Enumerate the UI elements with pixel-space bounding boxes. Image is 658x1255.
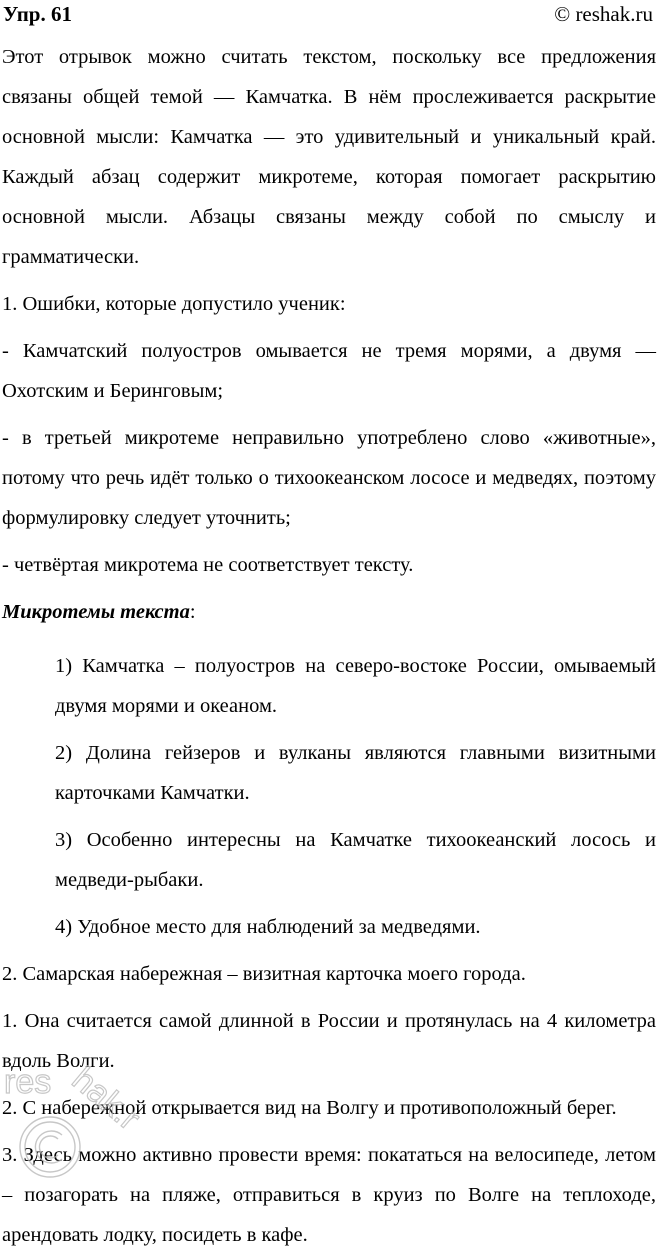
errors-heading: 1. Ошибки, которые допустило ученик: xyxy=(2,293,346,315)
section2-item: 1. Она считается самой длинной в России и протянулась на 4 километра вдоль Волги. xyxy=(2,1010,656,1072)
copyright-label: © reshak.ru xyxy=(554,2,653,26)
svg-text:hak.r: hak.r xyxy=(64,1065,148,1138)
section2-item: 3. Здесь можно активно провести время: покататься на велосипеде, летом – позагорать на пляже, отправиться в круиз по Волге на теплоходе, арендовать лодку, посидеть в кафе. xyxy=(2,1144,656,1246)
section2-heading: 2. Самарская набережная – визитная карточка моего города. xyxy=(2,963,526,985)
microthemes-heading-line xyxy=(2,592,656,632)
microtheme-item: 1) Камчатка – полуостров на северо-востоке России, омываемый двумя морями и океаном. xyxy=(55,655,656,717)
svg-text:res: res xyxy=(4,1065,52,1101)
answer-content xyxy=(2,37,656,1255)
microtheme-item: 2) Долина гейзеров и вулканы являются главными визитными карточками Камчатки. xyxy=(55,742,656,804)
error-item: - Камчатский полуостров омывается не тремя морями, а двумя — Охотским и Беринговым; xyxy=(2,340,656,402)
microthemes-heading-colon: : xyxy=(189,601,196,623)
error-item: - в третьей микротеме неправильно употреблено слово «животные», потому что речь идёт только о тихоокеанском лососе и медведях, поэтому формулировку следует уточнить; xyxy=(2,427,656,529)
microtheme-item: 4) Удобное место для наблюдений за медведями. xyxy=(55,916,481,938)
page-header xyxy=(0,0,658,34)
microtheme-item: 3) Особенно интересны на Камчатке тихоокеанский лосось и медведи-рыбаки. xyxy=(55,829,656,891)
error-item: - четвёртая микротема не соответствует тексту. xyxy=(2,554,414,576)
section2-item: 2. С набережной открывается вид на Волгу и противоположный берег. xyxy=(2,1097,617,1119)
exercise-title: Упр. 61 xyxy=(3,2,72,26)
microthemes-heading: Микротемы текста xyxy=(2,601,190,623)
intro-paragraph: Этот отрывок можно считать текстом, поскольку все предложения связаны общей темой — Камчатка. В нём прослеживается раскрытие основной мысли: Камчатка — это удивительный и уникальный край. Каждый абзац содержит микротеме, которая помогает раскрытию основной мысли. Абзацы связаны между собой по смыслу и грамматически. xyxy=(2,46,656,268)
